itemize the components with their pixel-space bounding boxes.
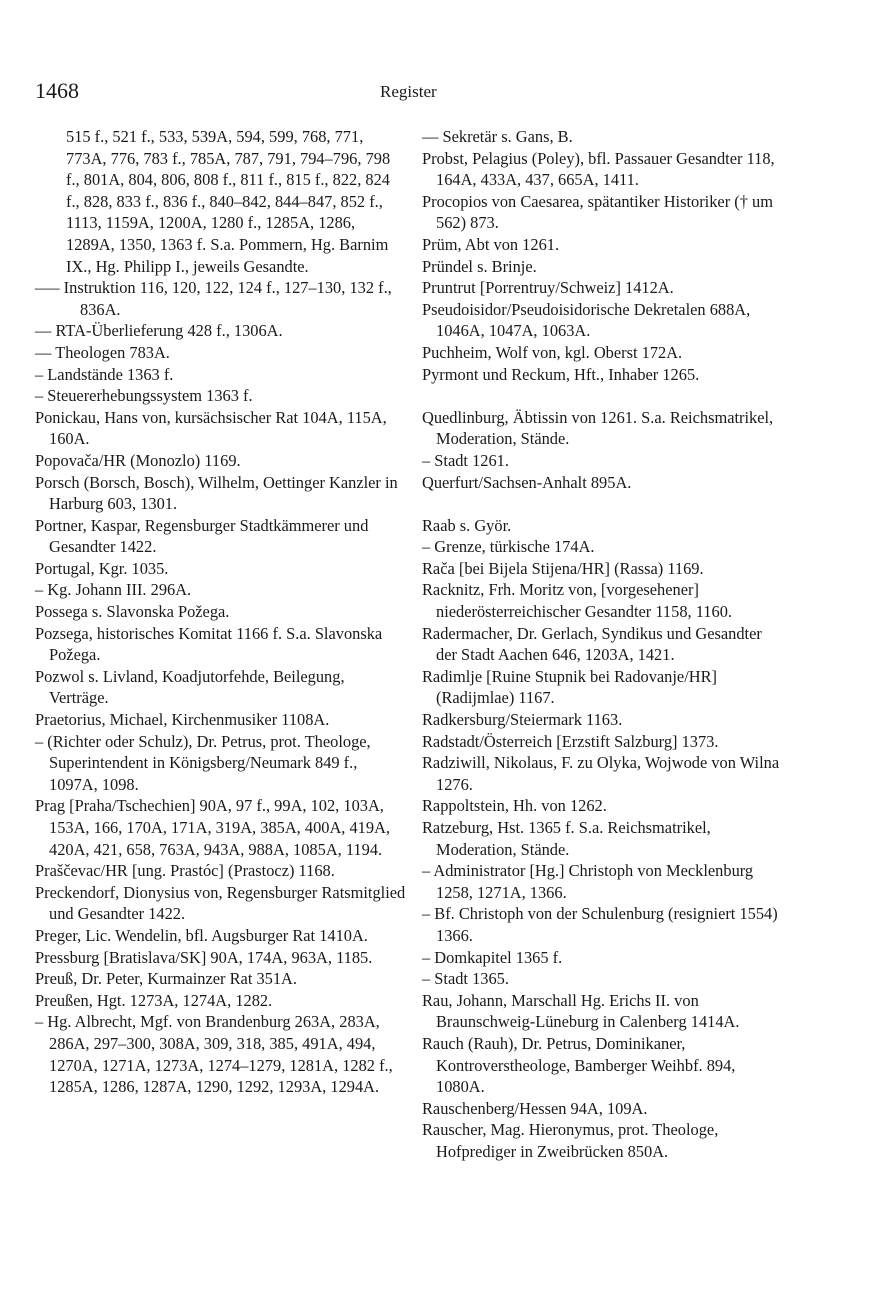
index-entry: Possega s. Slavonska Požega. [35,602,230,622]
index-entry: Procopios von Caesarea, spätantiker Historiker († um 562) 873. [422,191,773,233]
index-entry: Rauscher, Mag. Hieronymus, prot. Theologe, Hofprediger in Zweibrücken 850A. [422,1120,719,1161]
running-title: Register [380,82,437,101]
index-entry: Praščevac/HR [ung. Prastóc] (Prastocz) 1168. [35,861,335,881]
index-entry: Radermacher, Dr. Gerlach, Syndikus und Gesandter der Stadt Aachen 646, 1203A, 1421. [422,623,762,665]
index-entry: – Stadt 1261. [422,450,509,470]
index-entry: Radimlje [Ruine Stupnik bei Radovanje/HR] (Radijmlae) 1167. [422,666,717,708]
index-entry: – Landstände 1363 f. [35,364,174,384]
index-entry: Pozwol s. Livland, Koadjutorfehde, Beilegung, Verträge. [35,666,345,708]
index-column-right [422,126,782,1163]
index-entry: Porsch (Borsch, Bosch), Wilhelm, Oettinger Kanzler in Harburg 603, 1301. [35,472,398,514]
index-entry: – Stadt 1365. [422,969,509,989]
page-number: 1468 [35,78,79,103]
index-entry: Probst, Pelagius (Poley), bfl. Passauer Gesandter 118, 164A, 433A, 437, 665A, 1411. [422,148,775,190]
index-entry: Rača [bei Bijela Stijena/HR] (Rassa) 1169. [422,558,704,578]
index-entry: Querfurt/Sachsen-Anhalt 895A. [422,472,632,492]
index-entry: Preger, Lic. Wendelin, bfl. Augsburger Rat 1410A. [35,925,368,945]
index-entry: Raab s. Györ. [422,515,512,535]
index-entry: Radstadt/Österreich [Erzstift Salzburg] 1373. [422,731,719,751]
index-entry: Portner, Kaspar, Regensburger Stadtkämmerer und Gesandter 1422. [35,515,369,557]
index-entry: 515 f., 521 f., 533, 539A, 594, 599, 768, 771, 773A, 776, 783 f., 785A, 787, 791, 794–796, 798 f., 801A, 804, 806, 808 f., 811 f., 815 f., 822, 824 f., 828, 833 f., 836 f., 840–842, 844–847, 852 f., 1113, 1159A, 1200A, 1280 f., 1285A, 1286, 1289A, 1350, 1363 f. S.a. Pommern, Hg. Barnim IX., Hg. Philipp I., jeweils Gesandte. [66,127,391,276]
index-entry: Rau, Johann, Marschall Hg. Erichs II. von Braunschweig-Lüneburg in Calenberg 1414A. [422,990,740,1032]
index-entry: Pruntrut [Porrentruy/Schweiz] 1412A. [422,278,674,298]
index-entry: ––– Instruktion 116, 120, 122, 124 f., 127–130, 132 f., 836A. [35,278,392,319]
index-entry: Puchheim, Wolf von, kgl. Oberst 172A. [422,342,683,362]
index-entry: Ponickau, Hans von, kursächsischer Rat 104A, 115A, 160A. [35,407,387,449]
index-entry: – Bf. Christoph von der Schulenburg (resigniert 1554) 1366. [422,904,778,945]
index-entry: Pseudoisidor/Pseudoisidorische Dekretalen 688A, 1046A, 1047A, 1063A. [422,299,751,341]
index-entry: Praetorius, Michael, Kirchenmusiker 1108A. [35,710,330,730]
index-entry: Pyrmont und Reckum, Hft., Inhaber 1265. [422,364,700,384]
index-entry: – Steuererhebungssystem 1363 f. [35,386,253,406]
index-entry: Radkersburg/Steiermark 1163. [422,710,623,730]
index-entry: –– RTA-Überlieferung 428 f., 1306A. [35,321,283,341]
index-entry: Pressburg [Bratislava/SK] 90A, 174A, 963A, 1185. [35,947,373,967]
index-entry: Prag [Praha/Tschechien] 90A, 97 f., 99A, 102, 103A, 153A, 166, 170A, 171A, 319A, 385A, 400A, 419A, 420A, 421, 658, 763A, 943A, 988A, 1085A, 1194. [35,796,391,859]
index-entry: Rappoltstein, Hh. von 1262. [422,796,607,816]
index-entry: Rauschenberg/Hessen 94A, 109A. [422,1098,648,1118]
index-entry: – Grenze, türkische 174A. [422,537,595,557]
index-column-left [35,126,407,1098]
index-entry: Quedlinburg, Äbtissin von 1261. S.a. Reichsmatrikel, Moderation, Stände. [422,407,774,449]
index-entry: – (Richter oder Schulz), Dr. Petrus, prot. Theologe, Superintendent in Königsberg/Neumark 849 f., 1097A, 1098. [35,731,371,794]
index-entry: Ratzeburg, Hst. 1365 f. S.a. Reichsmatrikel, Moderation, Stände. [422,818,711,859]
index-entry: – Kg. Johann III. 296A. [35,580,192,600]
index-entry: –– Theologen 783A. [35,342,170,362]
index-entry: – Domkapitel 1365 f. [422,947,563,967]
index-entry: Radziwill, Nikolaus, F. zu Olyka, Wojwode von Wilna 1276. [422,753,780,794]
index-entry: Pründel s. Brinje. [422,256,537,276]
index-entry: Rauch (Rauh), Dr. Petrus, Dominikaner, Kontroverstheologe, Bamberger Weihbf. 894, 1080A. [422,1033,736,1097]
index-entry: Popovača/HR (Monozlo) 1169. [35,450,241,470]
index-entry: Preußen, Hgt. 1273A, 1274A, 1282. [35,990,273,1010]
index-entry: Racknitz, Frh. Moritz von, [vorgesehener] niederösterreichischer Gesandter 1158, 1160. [422,580,732,622]
index-entry: Portugal, Kgr. 1035. [35,558,169,578]
index-entry: – Administrator [Hg.] Christoph von Mecklenburg 1258, 1271A, 1366. [422,861,754,902]
index-entry: Preckendorf, Dionysius von, Regensburger Ratsmitglied und Gesandter 1422. [35,882,406,924]
index-entry: Prüm, Abt von 1261. [422,234,560,254]
index-entry: – Hg. Albrecht, Mgf. von Brandenburg 263A, 283A, 286A, 297–300, 308A, 309, 318, 385, 491A, 494, 1270A, 1271A, 1273A, 1274–1279, 1281A, 1282 f., 1285A, 1286, 1287A, 1290, 1292, 1293A, 1294A. [35,1012,393,1097]
index-entry: Preuß, Dr. Peter, Kurmainzer Rat 351A. [35,969,297,989]
index-entry: –– Sekretär s. Gans, B. [422,127,573,146]
index-entry: Pozsega, historisches Komitat 1166 f. S.a. Slavonska Požega. [35,623,383,665]
